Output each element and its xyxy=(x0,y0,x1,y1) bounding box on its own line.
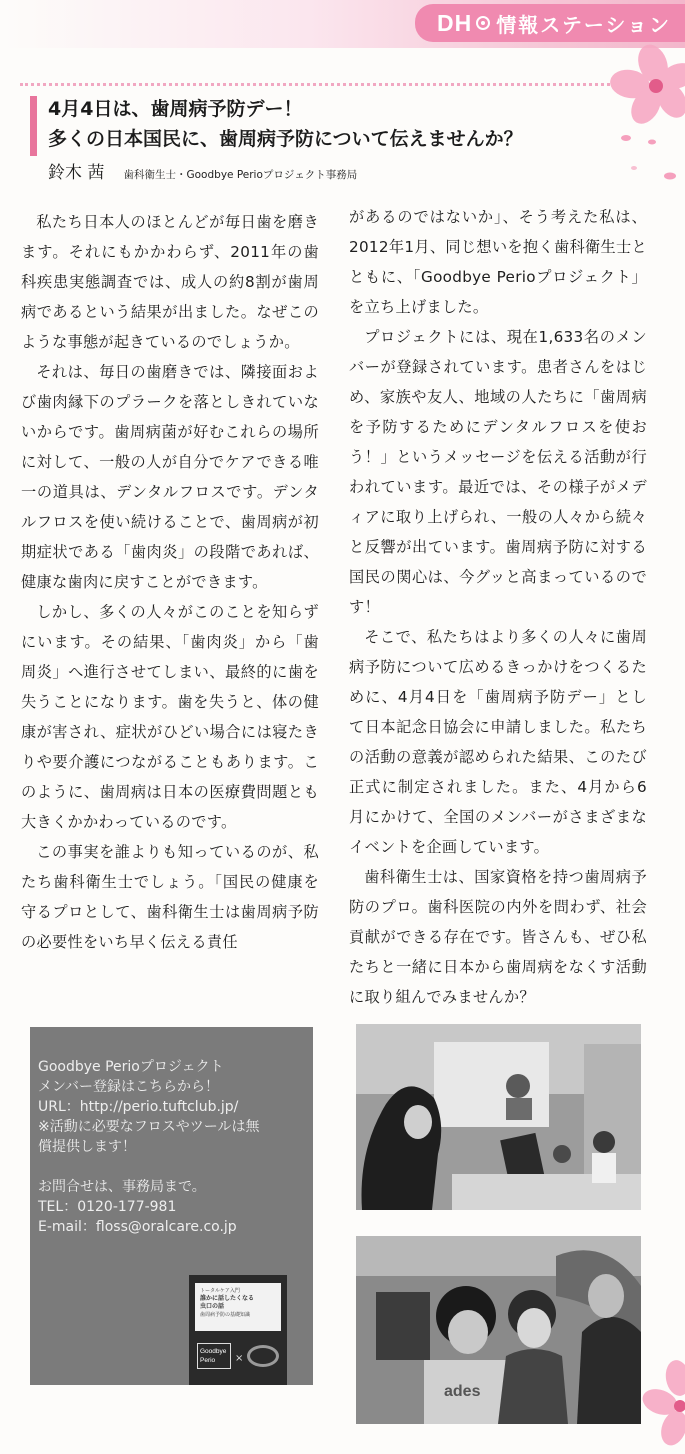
svg-text:ades: ades xyxy=(444,1383,481,1400)
floss-ring-icon xyxy=(247,1345,279,1367)
header-dh-logo: DH xyxy=(437,9,473,36)
booklet-x: × xyxy=(235,1353,244,1364)
presentation-photo xyxy=(356,1024,641,1210)
booklet-sub: 歯周病予防の基礎知識 xyxy=(200,1312,251,1318)
goodbye-perio-logo xyxy=(197,1343,231,1369)
petals-icon xyxy=(612,128,682,188)
paragraph: 歯科衛生士は、国家資格を持つ歯周病予防のプロ。歯科医院の内外を問わず、社会貢献ができる存在です。皆さんも、ぜひ私たちと一緒に日本から歯周病をなくす活動に取り組んでみませんか？ xyxy=(349,868,647,1006)
booklet-image xyxy=(189,1275,287,1385)
info-phone: TEL：0120-177-981 xyxy=(38,1199,177,1215)
info-url[interactable]: URL：http://perio.tuftclub.jp/ xyxy=(38,1099,239,1115)
paragraph: 私たち日本人のほとんどが毎日歯を磨きます。それにもかかわらず、2011年の歯科疾患実態調査では、成人の約8割が歯周病であるという結果が出ました。なぜこのような事態が起きているのでしょうか。 xyxy=(21,213,319,351)
paragraph: そこで、私たちはより多くの人々に歯周病予防について広めるきっかけをつくるために、4月4日を「歯周病予防デー」として日本記念日協会に申請しました。私たちの活動の意義が認められた結果、このたび正式に制定されました。また、4月から6月にかけて、全国のメンバーがさまざまなイベントを企画しています。 xyxy=(349,628,647,856)
paragraph: プロジェクトには、現在1,633名のメンバーが登録されています。患者さんをはじめ、家族や友人、地域の人たちに「歯周病を予防するためにデンタルフロスを使おう！」というメッセージを伝える活動が行われています。最近では、その様子がメディアに取り上げられ、一般の人々から続々と反響が出ています。歯周病予防に対する国民の関心は、今グッと高まっているのです！ xyxy=(349,328,647,616)
presentation-photo-icon xyxy=(356,1024,641,1210)
info-line: メンバー登録はこちらから！ xyxy=(38,1079,220,1095)
author-affiliation: 歯科衛生士・Goodbye Perioプロジェクト事務局 xyxy=(123,169,358,181)
booklet-title-2: 虫口の話 xyxy=(200,1303,225,1310)
title-accent-bar xyxy=(30,96,37,156)
paragraph: があるのではないか」、そう考えた私は、2012年1月、同じ想いを抱く歯科衛生士とともに、「Goodbye Perioプロジェクト」を立ち上げました。 xyxy=(349,208,647,316)
children-event-photo xyxy=(356,1236,641,1424)
cherry-blossom-icon xyxy=(608,42,685,124)
logo-line-1: Goodbye xyxy=(200,1348,227,1355)
author-name: 鈴木 茜 xyxy=(48,163,105,183)
article-column-right xyxy=(349,202,647,1012)
booklet-cover xyxy=(195,1283,281,1331)
info-email[interactable]: E-mail：floss@oralcare.co.jp xyxy=(38,1219,237,1235)
info-line: ※活動に必要なフロスやツールは無 xyxy=(38,1119,260,1135)
logo-line-2: Perio xyxy=(200,1357,216,1364)
paragraph: しかし、多くの人々がこのことを知らずにいます。その結果、「歯肉炎」から「歯周炎」へ進行させてしまい、最終的に歯を失うことになります。歯を失うと、体の健康が害され、症状がひどい場合には寝たきりや要介護につながることもあります。このように、歯周病は日本の医療費問題とも大きくかかわっているのです。 xyxy=(21,603,319,831)
booklet-title-1: 誰かに話したくなる xyxy=(200,1295,255,1302)
article-title xyxy=(48,94,608,154)
info-line: お問合せは、事務局まで。 xyxy=(38,1179,206,1195)
booklet-small-text: トータルケア入門 xyxy=(200,1288,240,1294)
byline xyxy=(48,158,357,183)
section-header xyxy=(415,4,685,42)
paragraph: それは、毎日の歯磨きでは、隣接面および歯肉縁下のプラークを落としきれていないからです。歯周病菌が好むこれらの場所に対して、一般の人が自分でケアできる唯一の道具は、デンタルフロスです。デンタルフロスを使い続けることで、歯周病が初期症状である「歯肉炎」の段階であれば、健康な歯肉に戻すことができます。 xyxy=(21,363,319,591)
title-line-2: 多くの日本国民に、歯周病予防について伝えませんか？ xyxy=(48,128,523,150)
children-event-photo-icon xyxy=(356,1236,641,1424)
title-line-1: 4月4日は、歯周病予防デー！ xyxy=(48,98,303,120)
cherry-blossom-bottom-icon xyxy=(640,1358,685,1454)
dotted-divider xyxy=(20,83,610,86)
header-circle-icon xyxy=(476,16,490,30)
info-line: 償提供します！ xyxy=(38,1139,136,1155)
info-line: Goodbye Perioプロジェクト xyxy=(38,1059,224,1075)
info-box xyxy=(30,1027,313,1385)
paragraph: この事実を誰よりも知っているのが、私たち歯科衛生士でしょう。「国民の健康を守るプロとして、歯科衛生士は歯周病予防の必要性をいち早く伝える責任 xyxy=(21,843,319,951)
article-column-left xyxy=(21,207,319,957)
header-section-label: 情報ステーション xyxy=(496,12,672,37)
